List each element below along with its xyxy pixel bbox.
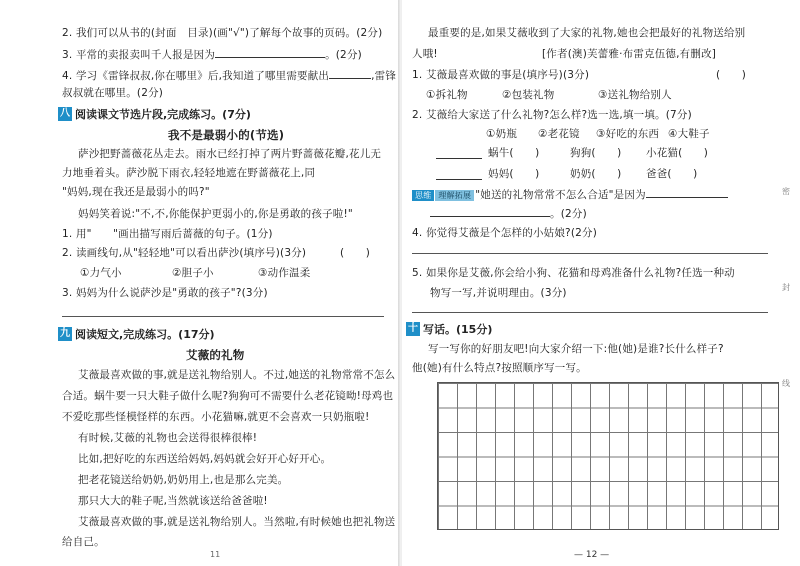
question-text xyxy=(62,68,396,83)
question-text xyxy=(62,47,362,62)
answer-blank[interactable] xyxy=(436,169,482,180)
page-number: — 12 — xyxy=(574,550,610,560)
answer-paren[interactable]: ( ) xyxy=(340,247,370,259)
question-text: 5. 如果你是艾薇,你会给小狗、花猫和母鸡准备什么礼物?任选一种动 xyxy=(412,267,735,279)
question-text: 1. 艾薇最喜欢做的事是(填序号)(3分) xyxy=(412,69,590,81)
section-number: 八 xyxy=(60,108,70,119)
answer-line[interactable] xyxy=(412,253,768,254)
question-text: 3. 平常的卖报卖叫千人报是因为 xyxy=(62,49,216,61)
answer-blank[interactable] xyxy=(329,68,371,79)
section-number: 九 xyxy=(60,328,70,339)
paragraph-line: 萨沙把野蔷薇花丛走去。雨水已经打掉了两片野蔷薇花瓣,花儿无 xyxy=(78,148,382,160)
question-text xyxy=(412,187,728,202)
section-title: 阅读课文节选片段,完成练习。(7分) xyxy=(75,108,251,121)
writing-prompt: 写一写你的好朋友吧!向大家介绍一下:他(她)是谁?长什么样子? xyxy=(428,343,724,355)
question-text: 4. 你觉得艾薇是个怎样的小姑娘?(2分) xyxy=(412,227,598,239)
fill-item[interactable]: 妈妈( ) xyxy=(488,168,540,180)
writing-prompt: 他(她)有什么特点?按照顺序写一写。 xyxy=(412,362,587,374)
option: ①奶瓶 xyxy=(486,128,518,140)
paragraph-line: 把老花镜送给奶奶,奶奶用上,也是那么完美。 xyxy=(78,474,289,486)
answer-blank[interactable] xyxy=(430,206,550,217)
paragraph-line: 最重要的是,如果艾薇收到了大家的礼物,她也会把最好的礼物送给别 xyxy=(428,27,746,39)
section-number: 十 xyxy=(408,323,418,334)
section-title: 阅读短文,完成练习。(17分) xyxy=(75,328,215,341)
source-note: [作者(澳)芙蕾雅·布雷克伍德,有删改] xyxy=(542,48,717,60)
paragraph-line: 给自己。 xyxy=(62,536,105,548)
page-number: 11 xyxy=(210,550,221,559)
writing-grid[interactable] xyxy=(437,382,779,530)
answer-line[interactable] xyxy=(62,316,384,317)
question-text: ,雷锋 xyxy=(371,70,397,82)
answer-blank[interactable] xyxy=(215,47,325,58)
option[interactable]: ②胆子小 xyxy=(172,267,214,279)
question-text xyxy=(430,206,587,221)
paragraph-line: 合适。蜗牛要一只大鞋子做什么呢?狗狗可不需要什么老花镜呦!母鸡也 xyxy=(62,390,394,402)
paragraph-line: 妈妈笑着说:"不,不,你能保护更弱小的,你是勇敢的孩子啦!" xyxy=(78,208,353,220)
answer-paren[interactable]: ( ) xyxy=(716,69,746,81)
paragraph-line: 人哦! xyxy=(412,48,438,60)
option[interactable]: ③动作温柔 xyxy=(258,267,311,279)
skill-tag: 思维 xyxy=(412,190,434,201)
question-text: "她送的礼物常常不怎么合适"是因为 xyxy=(475,189,646,201)
paragraph-line: 力地垂着头。萨沙脱下雨衣,轻轻地遮在野蔷薇花上,同 xyxy=(62,167,316,179)
story-title: 我不是最弱小的(节选) xyxy=(168,128,285,142)
question-text: 2. 读画线句,从"轻轻地"可以看出萨沙(填序号)(3分) xyxy=(62,247,307,259)
section-header xyxy=(406,321,492,337)
question-text: 。(2分) xyxy=(325,49,362,61)
question-text: 2. 我们可以从书的(封面 目录)(画"√")了解每个故事的页码。(2分) xyxy=(62,27,383,39)
option[interactable]: ③送礼物给别人 xyxy=(598,89,672,101)
question-text: 叔叔就在哪里。(2分) xyxy=(62,87,164,99)
option[interactable]: ①力气小 xyxy=(80,267,122,279)
question-text: 2. 艾薇给大家送了什么礼物?怎么样?选一选,填一填。(7分) xyxy=(412,109,692,121)
answer-blank[interactable] xyxy=(436,148,482,159)
paragraph-line: 艾薇最喜欢做的事,就是送礼物给别人。不过,她送的礼物常常不怎么 xyxy=(78,369,396,381)
option: ③好吃的东西 xyxy=(596,128,660,140)
skill-tag: 理解拓展 xyxy=(435,190,474,201)
binding-mark: 线 xyxy=(782,379,790,388)
paragraph-line: 不爱吃那些怪模怪样的东西。小花猫嘛,就更不会喜欢一只奶瓶啦! xyxy=(62,411,370,423)
option: ④大鞋子 xyxy=(668,128,710,140)
question-text: 物写一写,并说明理由。(3分) xyxy=(430,287,567,299)
question-text: 3. 妈妈为什么说萨沙是"勇敢的孩子"?(3分) xyxy=(62,287,268,299)
fill-item[interactable]: 小花猫( ) xyxy=(646,147,709,159)
paragraph-line: 比如,把好吃的东西送给妈妈,妈妈就会好开心好开心。 xyxy=(78,453,332,465)
fill-item[interactable]: 蜗牛( ) xyxy=(488,147,540,159)
question-text: 1. 用" "画出描写雨后蔷薇的句子。(1分) xyxy=(62,228,273,240)
fill-item[interactable]: 狗狗( ) xyxy=(570,147,622,159)
option[interactable]: ①拆礼物 xyxy=(426,89,468,101)
question-text: 。(2分) xyxy=(550,208,587,220)
option: ②老花镜 xyxy=(538,128,580,140)
fill-item[interactable]: 爸爸( ) xyxy=(646,168,698,180)
fill-item[interactable]: 奶奶( ) xyxy=(570,168,622,180)
binding-mark: 密 xyxy=(782,187,790,196)
paragraph-line: 有时候,艾薇的礼物也会送得很棒很棒! xyxy=(78,432,258,444)
question-text: 4. 学习《雷锋叔叔,你在哪里》后,我知道了哪里需要献出 xyxy=(62,70,330,82)
paragraph-line: 艾薇最喜欢做的事,就是送礼物给别人。当然啦,有时候她也把礼物送 xyxy=(78,516,396,528)
binding-mark: 封 xyxy=(782,283,790,292)
paragraph-line: "妈妈,现在我还是最弱小的吗?" xyxy=(62,186,210,198)
story-title: 艾薇的礼物 xyxy=(186,348,245,362)
section-title: 写话。(15分) xyxy=(423,323,493,336)
paragraph-line: 那只大大的鞋子呢,当然就该送给爸爸啦! xyxy=(78,495,268,507)
option[interactable]: ②包装礼物 xyxy=(502,89,555,101)
section-header xyxy=(58,326,215,342)
answer-line[interactable] xyxy=(412,312,768,313)
answer-blank[interactable] xyxy=(646,187,728,198)
section-header xyxy=(58,106,251,122)
